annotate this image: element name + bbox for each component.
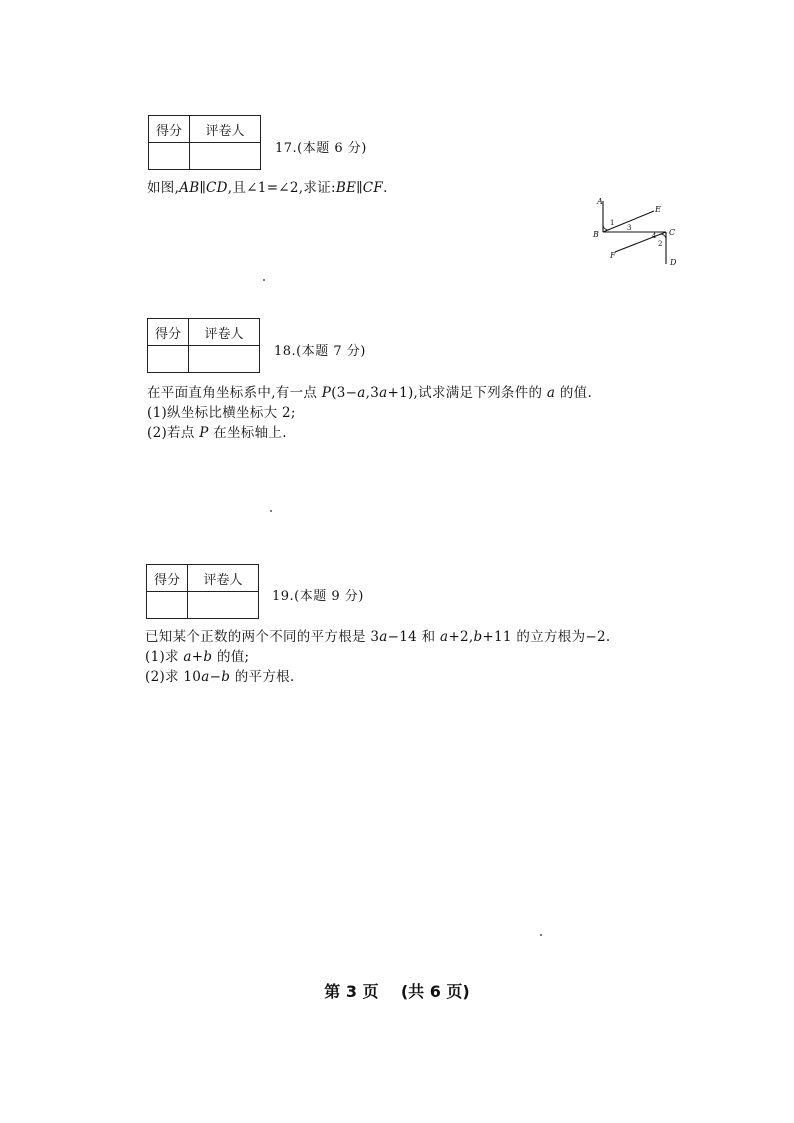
label-a: A — [597, 197, 603, 206]
score-header-label: 得分 — [147, 565, 188, 592]
text-run: 如图, — [147, 180, 180, 196]
math-var: a — [546, 385, 556, 401]
label-b: B — [593, 230, 599, 239]
math-var: P — [321, 385, 332, 401]
text-run: 在平面直角坐标系中,有一点 — [147, 385, 322, 401]
label-f: F — [610, 251, 616, 260]
text-run: (3− — [331, 385, 358, 401]
math-var: CF — [362, 180, 384, 196]
grader-cell — [188, 592, 259, 619]
text-run: − — [209, 669, 222, 685]
math-var: a — [201, 669, 210, 685]
label-c: C — [669, 228, 676, 237]
text-run: +1),试求满足下列条件的 — [387, 385, 547, 401]
text-run: ,3 — [365, 385, 380, 401]
score-cell — [147, 592, 188, 619]
label-e: E — [655, 205, 661, 214]
text-run: (2)若点 — [147, 425, 200, 441]
text-run: −14 和 — [387, 629, 441, 645]
q18-score-table — [147, 318, 260, 373]
q18-item-2 — [147, 421, 287, 441]
text-run: 的值; — [212, 649, 250, 665]
q19-header: 19.(本题 9 分) — [272, 589, 364, 604]
math-var: b — [221, 669, 231, 685]
scan-speck — [270, 510, 272, 512]
q19-item-1 — [145, 645, 249, 665]
q19-score-table — [146, 564, 259, 619]
text-run: (2)求 10 — [145, 669, 202, 685]
angle-label-2: 2 — [658, 240, 663, 248]
angle-label-3: 3 — [627, 224, 632, 232]
text-run: (1)求 — [145, 649, 184, 665]
q17-score-table — [148, 115, 261, 170]
q19-item-2 — [145, 665, 295, 685]
q17-statement — [147, 176, 388, 196]
text-run: +11 的立方根为−2. — [482, 629, 611, 645]
angle-2-arc — [660, 234, 666, 238]
q19-statement — [145, 625, 611, 645]
text-run: . — [383, 180, 388, 196]
scan-speck — [263, 279, 265, 281]
parallel-symbol: ∥ — [356, 180, 363, 196]
grader-cell — [190, 143, 261, 170]
text-run: ,且∠1=∠2,求证: — [227, 180, 336, 196]
q18-item-1: (1)纵坐标比横坐标大 2; — [147, 405, 296, 421]
page-footer: 第 3 页 (共 6 页) — [324, 982, 470, 1001]
math-var: CD — [206, 180, 228, 196]
grader-header-label: 评卷人 — [188, 565, 259, 592]
parallel-symbol: ∥ — [199, 180, 207, 196]
angle-label-1: 1 — [610, 219, 615, 227]
math-var: AB — [179, 180, 200, 196]
text-run: 在坐标轴上. — [208, 425, 287, 441]
q17-geometry-figure — [588, 196, 688, 272]
math-var: P — [199, 425, 209, 441]
grader-header-label: 评卷人 — [190, 116, 261, 143]
text-run: + — [191, 649, 204, 665]
math-var: a — [379, 629, 388, 645]
math-var: a — [440, 629, 449, 645]
math-var: a — [183, 649, 192, 665]
math-var: BE — [335, 180, 357, 196]
math-var: a — [379, 385, 388, 401]
q18-header: 18.(本题 7 分) — [274, 344, 366, 359]
text-run: 已知某个正数的两个不同的平方根是 3 — [145, 629, 380, 645]
text-run: 的平方根. — [230, 669, 295, 685]
label-d: D — [670, 258, 677, 267]
score-cell — [149, 143, 190, 170]
math-var: b — [473, 629, 483, 645]
text-run: +2, — [448, 629, 474, 645]
score-cell — [148, 346, 189, 373]
q17-header: 17.(本题 6 分) — [275, 141, 367, 156]
math-var: b — [203, 649, 213, 665]
grader-cell — [189, 346, 260, 373]
grader-header-label: 评卷人 — [189, 319, 260, 346]
score-header-label: 得分 — [148, 319, 189, 346]
score-header-label: 得分 — [149, 116, 190, 143]
scan-speck — [540, 934, 542, 936]
q18-statement — [147, 381, 592, 401]
math-var: a — [357, 385, 366, 401]
angle-label-4: 4 — [652, 232, 657, 240]
text-run: 的值. — [555, 385, 593, 401]
